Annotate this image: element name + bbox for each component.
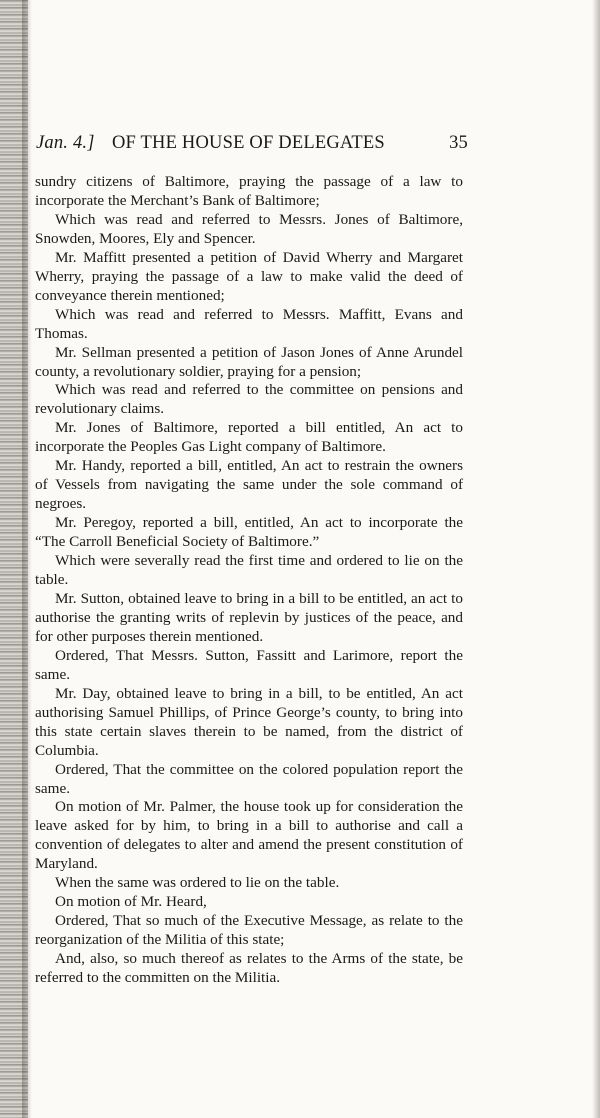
page-number: 35 <box>449 133 468 153</box>
paragraph: Ordered, That Messrs. Sutton, Fassitt and Larimore, report the same. <box>35 646 463 683</box>
page-right-edge <box>592 0 600 1118</box>
paragraph: Ordered, That the committee on the colored population report the same. <box>35 760 463 797</box>
paragraph: Which were severally read the first time and ordered to lie on the table. <box>35 552 463 589</box>
paragraph: And, also, so much thereof as relates to the Arms of the state, be referred to the committen on the Militia. <box>35 950 463 987</box>
paragraph: Mr. Sellman presented a petition of Jason Jones of Anne Arundel county, a revolutionary soldier, praying for a pension; <box>35 343 463 380</box>
paragraph: On motion of Mr. Palmer, the house took up for consideration the leave asked for by him, to bring in a bill to authorise and call a convention of delegates to alter and amend the present constitution of Maryland. <box>35 798 463 873</box>
paragraph: Ordered, That so much of the Executive Message, as relate to the reorganization of the Militia of this state; <box>35 912 463 949</box>
paragraph: Mr. Jones of Baltimore, reported a bill entitled, An act to incorporate the Peoples Gas Light company of Baltimore. <box>35 419 463 456</box>
paragraph: On motion of Mr. Heard, <box>55 893 207 911</box>
paragraph: Which was read and referred to Messrs. Maffitt, Evans and Thomas. <box>35 305 463 342</box>
paragraph: Which was read and referred to Messrs. Jones of Baltimore, Snowden, Moores, Ely and Spencer. <box>35 210 463 247</box>
paragraph: sundry citizens of Baltimore, praying the passage of a law to incorporate the Merchant’s Bank of Baltimore; <box>35 173 463 209</box>
header-date: Jan. 4.] <box>36 133 95 153</box>
paragraph: Mr. Day, obtained leave to bring in a bill, to be entitled, An act authorising Samuel Phillips, of Prince George’s county, to bring into this state certain slaves therein to be named, from the district of Columbia. <box>35 684 463 759</box>
paragraph: Which was read and referred to the committee on pensions and revolutionary claims. <box>35 381 463 418</box>
paragraph: Mr. Maffitt presented a petition of David Wherry and Margaret Wherry, praying the passage of a law to make valid the deed of conveyance therein mentioned; <box>35 248 463 304</box>
paragraph: Mr. Peregoy, reported a bill, entitled, An act to incorporate the “The Carroll Beneficial Society of Baltimore.” <box>35 514 463 551</box>
paragraph: Mr. Sutton, obtained leave to bring in a bill to be entitled, an act to authorise the granting writs of replevin by justices of the peace, and for other purposes therein mentioned. <box>35 589 463 645</box>
paragraph: When the same was ordered to lie on the table. <box>55 874 340 892</box>
page-header <box>36 133 468 159</box>
page-body <box>35 173 463 988</box>
gutter-shadow <box>22 0 32 1118</box>
paragraph: Mr. Handy, reported a bill, entitled, An act to restrain the owners of Vessels from navigating the same under the sole command of negroes. <box>35 457 463 513</box>
header-title: OF THE HOUSE OF DELEGATES <box>112 133 385 153</box>
